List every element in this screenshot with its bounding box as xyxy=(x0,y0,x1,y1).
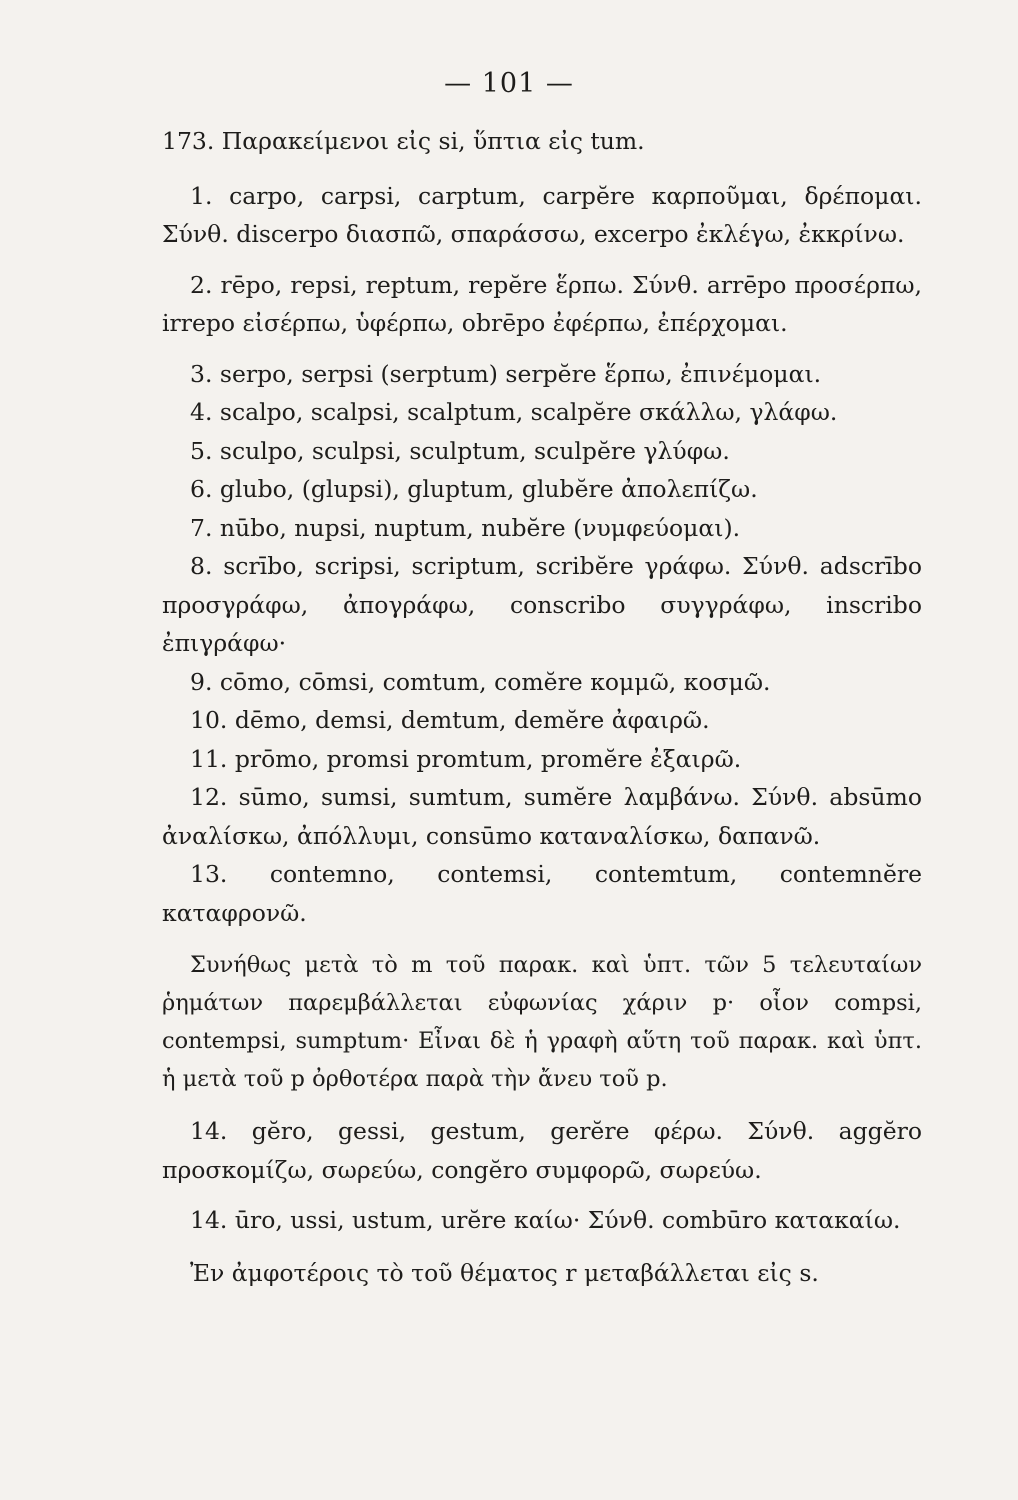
entry-11: 11. prōmo, promsi promtum, promĕre ἐξαιρῶ. xyxy=(190,744,742,773)
entry-14a: 14. gĕro, gessi, gestum, gerĕre φέρω. Σύνθ. aggĕro προσκομίζω, σωρεύω, congĕro συμφορῶ, σωρεύω. xyxy=(162,1117,922,1184)
entry-3: 3. serpo, serpsi (serptum) serpĕre ἕρπω, ἐπινέμομαι. xyxy=(190,359,822,388)
entry-1: 1. carpo, carpsi, carptum, carpĕre καρποῦμαι, δρέπομαι. Σύνθ. discerpo διασπῶ, σπαράσσω, excerpo ἐκλέγω, ἐκκρίνω. xyxy=(162,181,922,248)
entry-9: 9. cōmo, cōmsi, comtum, comĕre κομμῶ, κοσμῶ. xyxy=(190,667,771,696)
entry-6: 6. glubo, (glupsi), gluptum, glubĕre ἀπολεπίζω. xyxy=(190,475,758,503)
entry-5: 5. sculpo, sculpsi, sculptum, sculpĕre γλύφω. xyxy=(190,436,730,465)
entry-8: 8. scrībo, scripsi, scriptum, scribĕre γράφω. Σύνθ. adscrībo προσγράφω, ἀπογράφω, conscribo συγγράφω, inscribo ἐπιγράφω· xyxy=(162,552,922,657)
entry-7: 7. nūbo, nupsi, nuptum, nubĕre (νυμφεύομαι). xyxy=(190,513,741,542)
final-line: Ἐν ἀμφοτέροις τὸ τοῦ θέματος r μεταβάλλεται εἰς s. xyxy=(190,1258,819,1287)
entry-2: 2. rēpo, repsi, reptum, repĕre ἕρπω. Σύνθ. arrēpo προσέρπω, irrepo εἰσέρπω, ὑφέρπω, obrēpo ἐφέρπω, ἐπέρχομαι. xyxy=(162,270,922,337)
page-content xyxy=(162,122,922,1292)
note-paragraph: Συνήθως μετὰ τὸ m τοῦ παρακ. καὶ ὑπτ. τῶν 5 τελευταίων ῥημάτων παρεμβάλλεται εὐφωνίας χάριν p· οἷον compsi, contempsi, sumptum· Εἶναι δὲ ἡ γραφὴ αὕτη τοῦ παρακ. καὶ ὑπτ. ἡ μετὰ τοῦ p ὀρθοτέρα παρὰ τὴν ἄνευ τοῦ p. xyxy=(162,952,922,1092)
section-heading: 173. Παρακείμενοι εἰς si, ὕπτια εἰς tum. xyxy=(162,127,645,155)
entry-12: 12. sūmo, sumsi, sumtum, sumĕre λαμβάνω. Σύνθ. absūmo ἀναλίσκω, ἀπόλλυμι, consūmo καταναλίσκω, δαπανῶ. xyxy=(162,783,922,850)
entry-10: 10. dēmo, demsi, demtum, demĕre ἀφαιρῶ. xyxy=(190,706,710,734)
entry-4: 4. scalpo, scalpsi, scalptum, scalpĕre σκάλλω, γλάφω. xyxy=(190,398,838,426)
page-number: — 101 — xyxy=(444,68,574,99)
entry-13: 13. contemno, contemsi, contemtum, contemnĕre καταφρονῶ. xyxy=(162,860,922,927)
entry-14b: 14. ūro, ussi, ustum, urĕre καίω· Σύνθ. combūro κατακαίω. xyxy=(190,1206,901,1234)
